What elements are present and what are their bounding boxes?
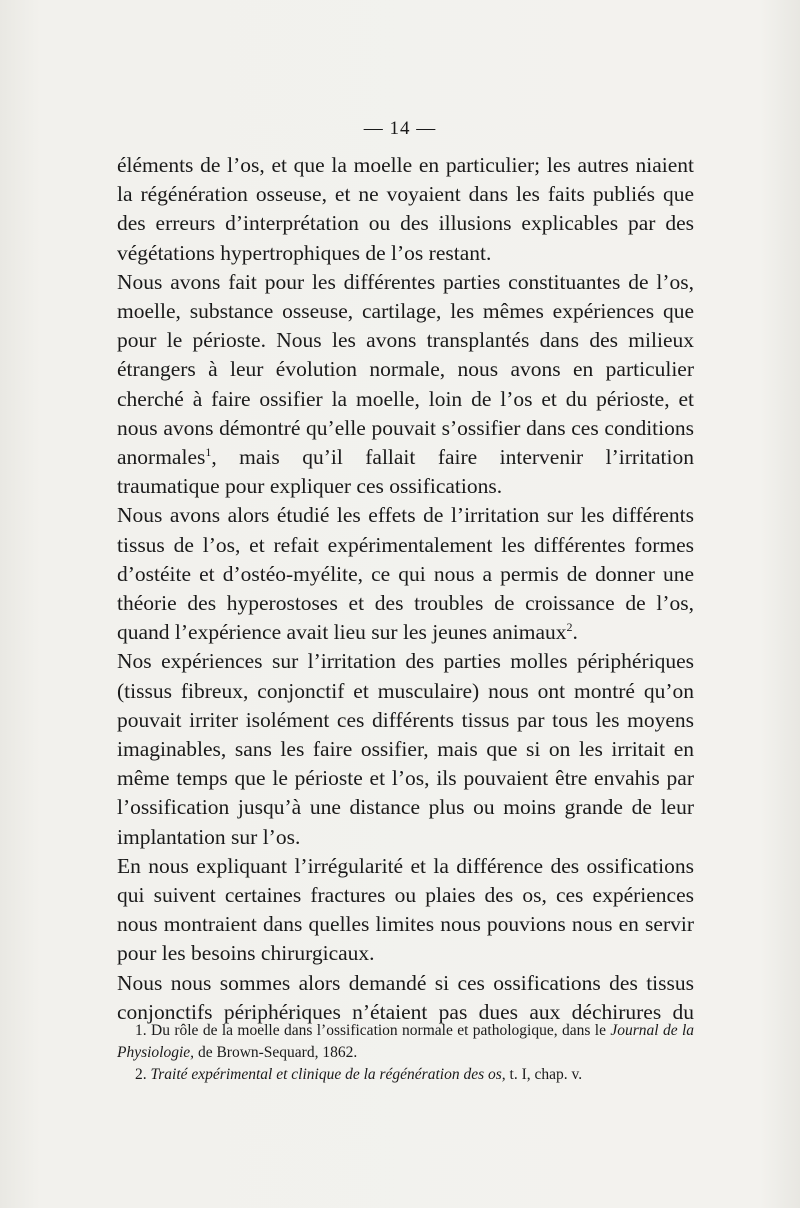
- body-text: [117, 151, 694, 1027]
- footnote-2: [117, 1064, 694, 1086]
- footnotes: [117, 1020, 694, 1086]
- footnote-1-text: Du rôle de la moelle dans l’ossification normale et pathologique, dans le: [151, 1022, 606, 1039]
- footnote-1-journal: Journal de la Physiologie,: [117, 1022, 695, 1061]
- paragraph-3: [117, 501, 694, 647]
- footnote-2-title: Traité expérimental et clinique de la régénération des os,: [150, 1066, 506, 1083]
- footnote-2-number: 2.: [135, 1066, 147, 1083]
- paragraph-3-text: Nous avons alors étudié les effets de l’irritation sur les différents tissus de l’os, et refait expérimentalement les différentes formes d’ostéite et d’ostéo-myélite, ce qui nous a permis de donner une théorie des hyperostoses et des troubles de croissance de l’os, quand l’expérience avait lieu sur les jeunes animaux: [117, 503, 694, 645]
- paragraph-4: Nos expériences sur l’irritation des parties molles périphériques (tissus fibreux, conjonctif et musculaire) nous ont montré qu’on pouvait irriter isolément ces différents tissus par tous les moyens imaginables, sans les faire ossifier, mais que si on les irritait en même temps que le périoste et l’os, ils pouvaient être envahis par l’ossification jusqu’à une distance plus ou moins grande de leur implantation sur l’os.: [117, 649, 694, 849]
- page-number: — 14 —: [363, 118, 437, 139]
- footnote-1-source: de Brown-Sequard, 1862.: [197, 1044, 358, 1061]
- paragraph-3-text-end: .: [572, 620, 578, 645]
- footnote-ref-1: 1: [205, 445, 212, 460]
- footnote-1: [117, 1020, 694, 1064]
- paragraph-5: En nous expliquant l’irrégularité et la différence des ossifications qui suivent certaines fractures ou plaies des os, ces expériences nous montraient dans quelles limites nous pouvions nous en servir pour les besoins chirurgicaux.: [117, 853, 694, 966]
- paragraph-2-text: Nous avons fait pour les différentes parties constituantes de l’os, moelle, substance osseuse, cartilage, les mêmes expériences que pour le périoste. Nous les avons transplantés dans des milieux étrangers à leur évolution normale, nous avons en particulier cherché à faire ossifier la moelle, loin de l’os et du périoste, et nous avons démontré qu’elle pouvait s’ossifier dans ces conditions anormales: [117, 269, 694, 470]
- paragraph-1: éléments de l’os, et que la moelle en particulier; les autres niaient la régénération osseuse, et ne voyaient dans les faits publiés que des erreurs d’interprétation ou des illusions explicables par des végétations hypertrophiques de l’os restant.: [117, 153, 694, 265]
- footnote-2-source: t. I, chap. v.: [509, 1066, 583, 1083]
- footnote-ref-2: 2: [566, 620, 573, 635]
- paragraph-2: [117, 268, 694, 502]
- paragraph-6: Nous nous sommes alors demandé si ces ossifications des tissus conjonctifs périphériques n’étaient pas dues aux déchirures du: [117, 970, 694, 1024]
- paragraph-2-text-end: , mais qu’il fallait faire intervenir l’irritation traumatique pour expliquer ces ossifications.: [117, 445, 694, 499]
- footnote-1-number: 1.: [135, 1022, 147, 1039]
